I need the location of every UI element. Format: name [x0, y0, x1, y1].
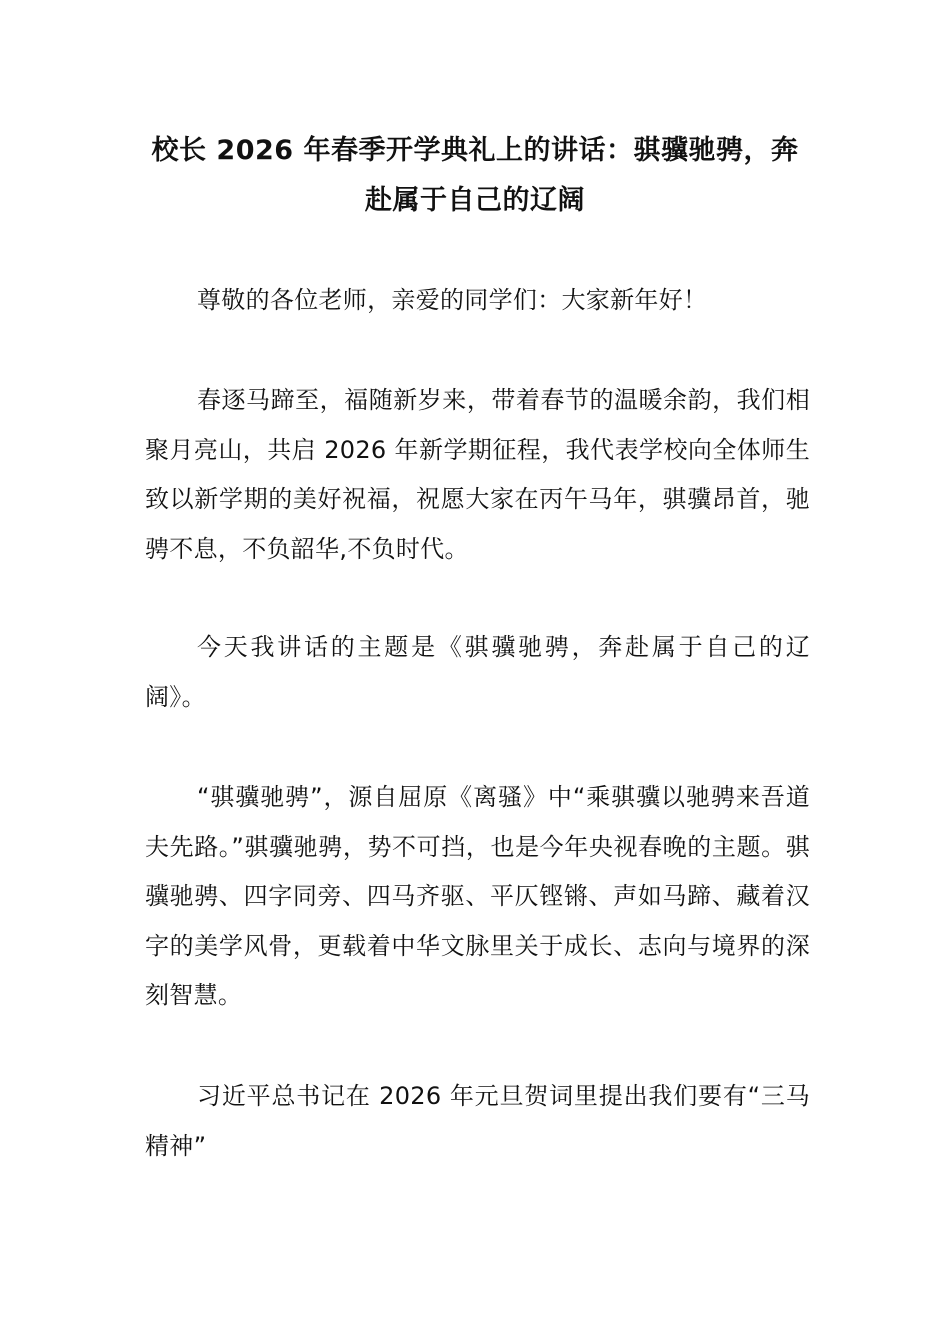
theme-paragraph: 今天我讲话的主题是《骐骥驰骋，奔赴属于自己的辽阔》。	[145, 633, 810, 711]
document-title: 校长 2026 年春季开学典礼上的讲话：骐骥驰骋，奔赴属于自己的辽阔	[151, 135, 799, 216]
new-year-message-paragraph: 习近平总书记在 2026 年元旦贺词里提出我们要有“三马精神”	[145, 1082, 810, 1160]
origin-paragraph: “骐骥驰骋”，源自屈原《离骚》中“乘骐骥以驰骋来吾道夫先路。”骐骥驰骋，势不可挡，也是今年央视春晚的主题。骐骥驰骋、四字同旁、四马齐驱、平仄铿锵、声如马蹄、藏着汉字的美学风骨，更载着中华文脉里关于成长、志向与境界的深刻智慧。	[145, 783, 810, 1009]
greeting-paragraph: 尊敬的各位老师，亲爱的同学们：大家新年好！	[197, 286, 708, 314]
intro-paragraph: 春逐马蹄至，福随新岁来，带着春节的温暖余韵，我们相聚月亮山，共启 2026 年新学期征程，我代表学校向全体师生致以新学期的美好祝福，祝愿大家在丙午马年，骐骥昂首，驰骋不息，不负韶华,不负时代。	[145, 386, 810, 563]
